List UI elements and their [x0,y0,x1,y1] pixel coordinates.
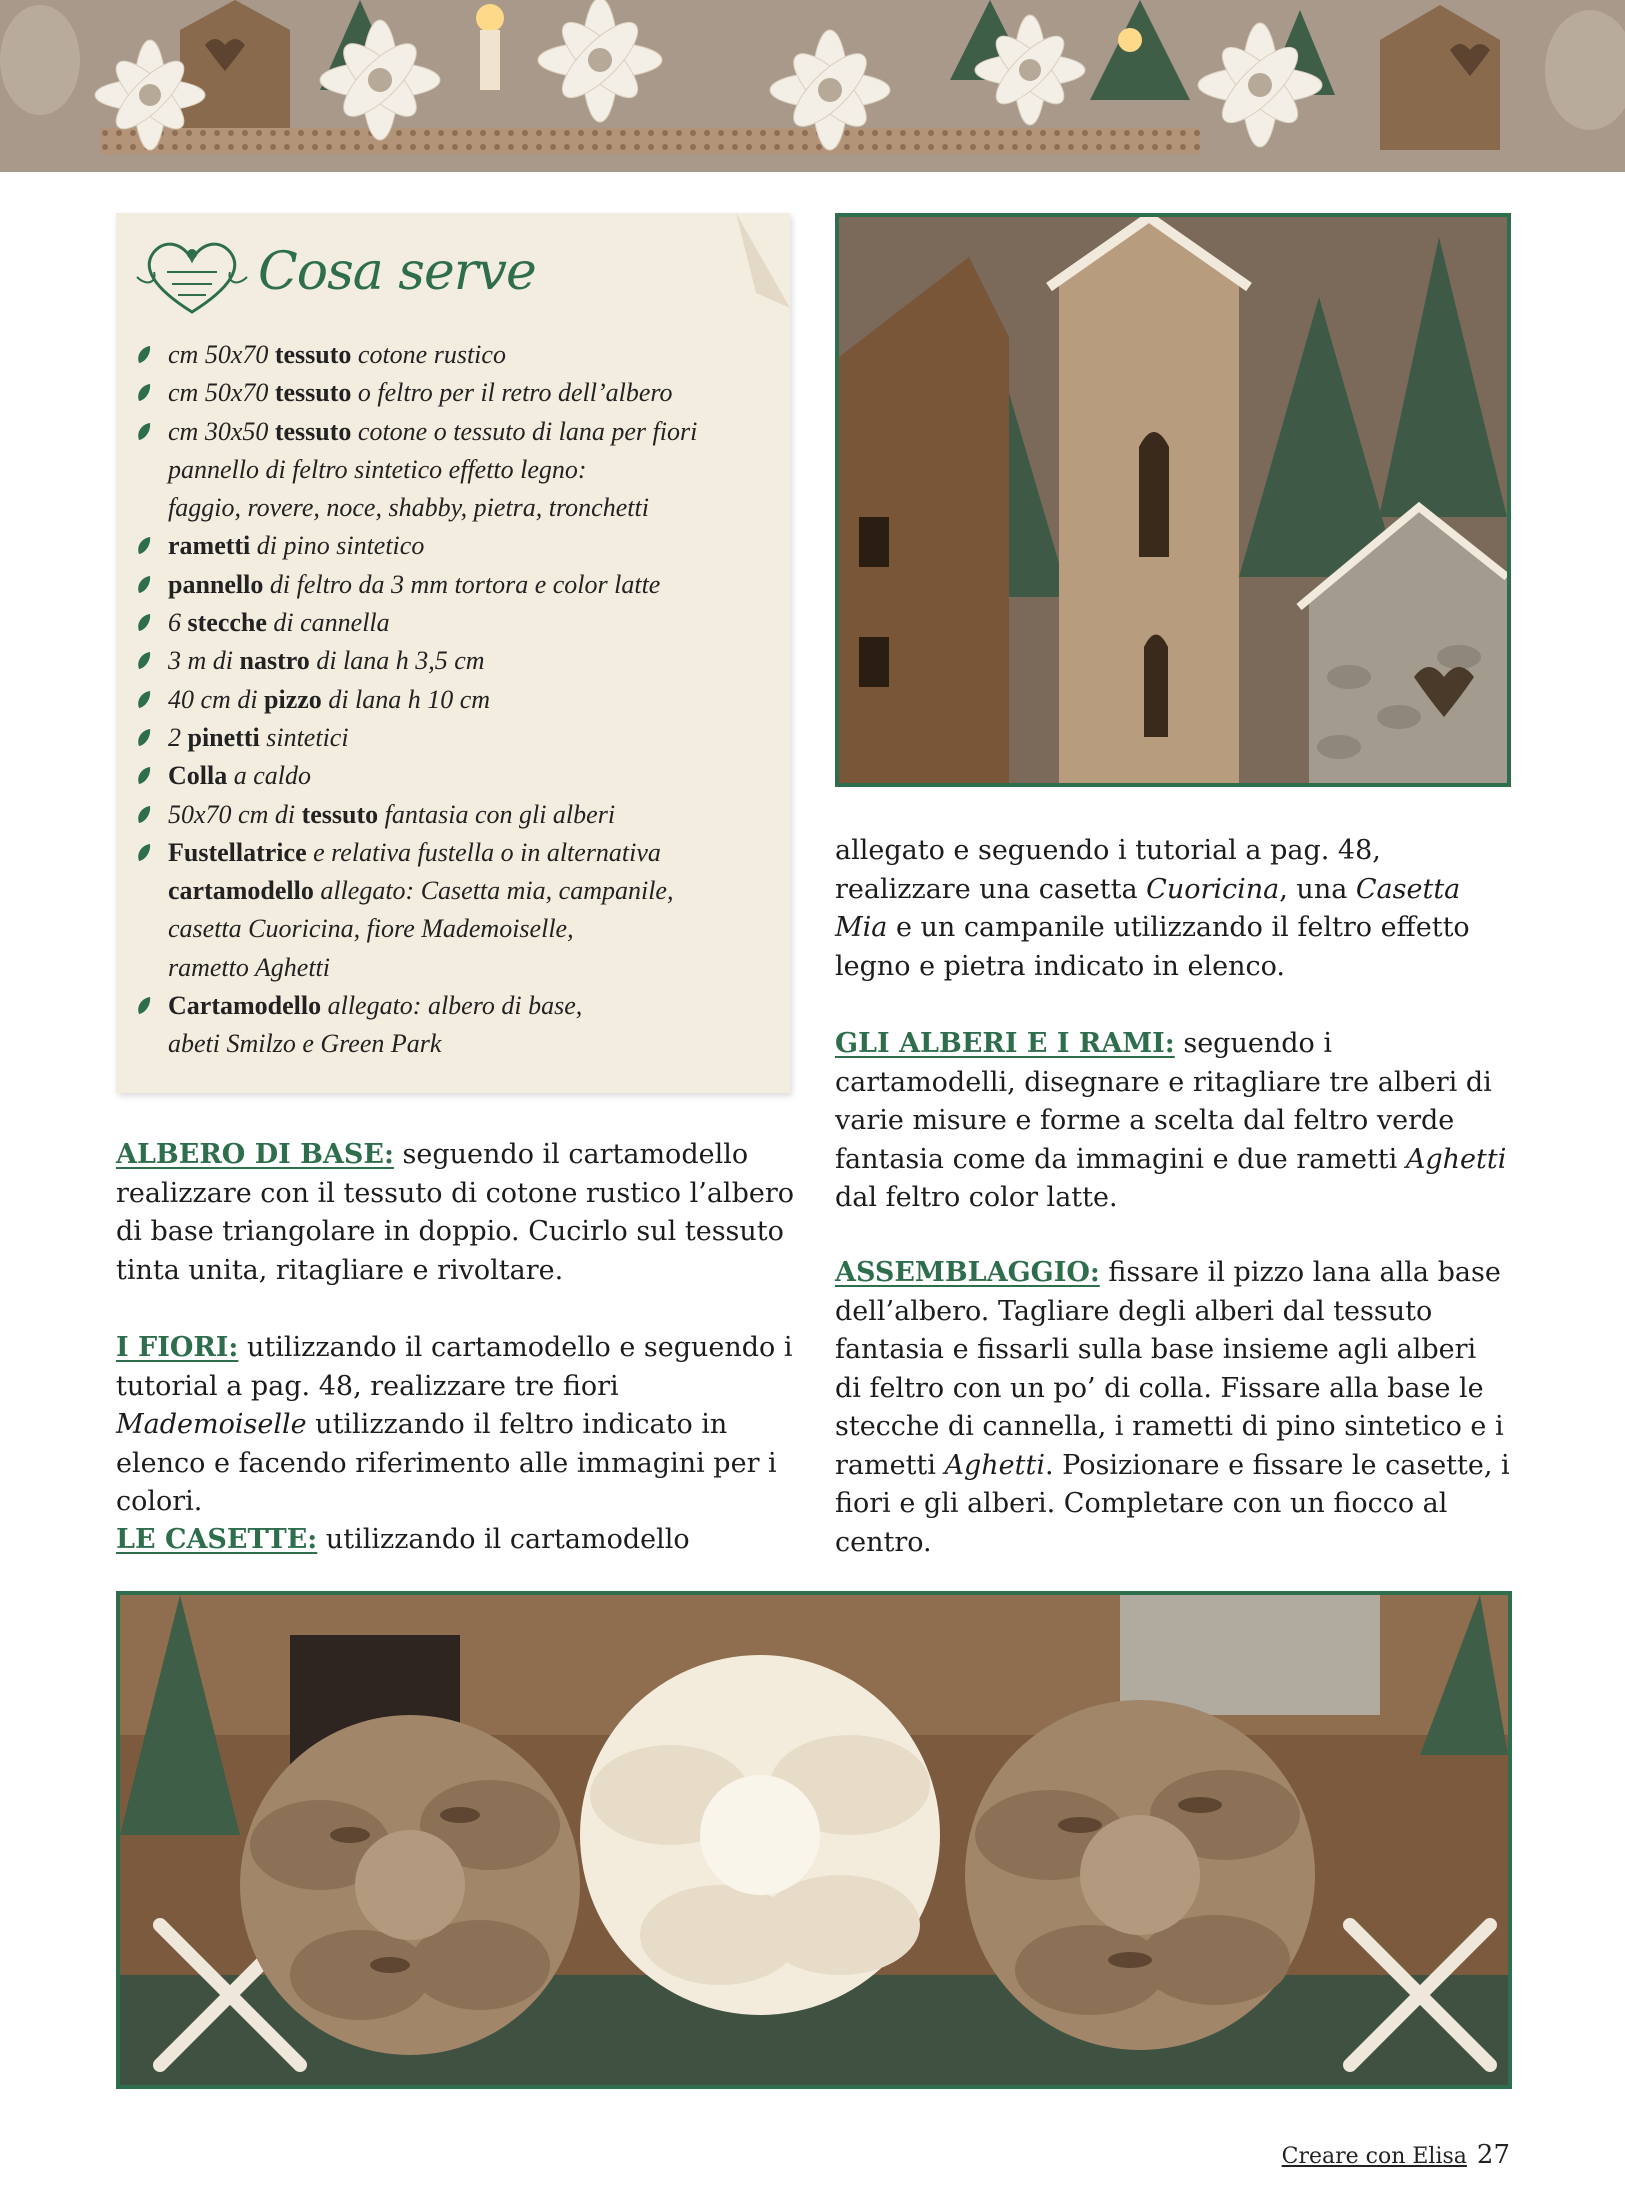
alberi-italic: Aghetti [1405,1143,1507,1175]
leaf-bullet-icon [136,383,152,403]
material-text: 3 m di [168,646,240,676]
materials-item [136,719,776,757]
materials-item [136,757,776,795]
section-gli-alberi [835,1025,1510,1218]
alberi-text-1: seguendo i cartamodelli, disegnare e ritagliare tre alberi di varie misure e forme a scelta dal feltro verde fantasia come da immagini e due rametti [835,1028,1492,1175]
material-keyword: stecche [187,608,267,638]
material-keyword: pizzo [264,684,322,714]
leaf-bullet-icon [136,996,152,1016]
heading-albero-di-base: ALBERO DI BASE: [116,1139,394,1170]
material-text: pannello di feltro sintetico effetto legno: [168,454,587,484]
materials-item [136,604,776,642]
materials-item [136,489,776,527]
photo-flowers [116,1591,1512,2089]
casette-cont-2: , una [1279,873,1356,905]
materials-item [136,1025,776,1063]
section-casette-continued [835,832,1510,986]
magazine-name: Creare con Elisa [1281,2144,1467,2169]
leaf-bullet-icon [136,422,152,442]
section-le-casette [116,1521,796,1560]
material-keyword: Fustellatrice [168,837,307,867]
material-text: allegato: albero di base, [321,991,583,1021]
alberi-text-2: dal feltro color latte. [835,1182,1118,1213]
heading-i-fiori: I FIORI: [116,1332,239,1363]
material-text: rametto Aghetti [168,952,331,982]
material-text: cotone o tessuto di lana per fiori [351,416,698,446]
material-text: cm 30x50 [168,416,275,446]
casette-it-2: Casetta Mia [835,873,1461,943]
page-number: 27 [1476,2140,1510,2170]
material-text: e relativa fustella o in alternativa [306,837,661,867]
leaf-bullet-icon [136,805,152,825]
material-keyword: Cartamodello [168,991,322,1021]
leaf-bullet-icon [136,843,152,863]
material-text: fantasia con gli alberi [378,799,616,829]
material-keyword: cartamodello [168,876,314,906]
page-footer [1200,2140,1510,2180]
materials-title-text: Cosa serve [258,242,536,302]
leaf-bullet-icon [136,575,152,595]
heading-assemblaggio: ASSEMBLAGGIO: [835,1257,1100,1288]
materials-item [136,834,776,872]
materials-item [136,910,776,948]
leaf-bullet-icon [136,651,152,671]
section-i-fiori [116,1329,796,1522]
fiori-text-2: utilizzando il feltro indicato in elenco e facendo riferimento alle immagini per i colori. [116,1409,777,1517]
assemblaggio-text-1: fissare il pizzo lana alla base dell’albero. Tagliare degli alberi dal tessuto fantasia e fissarli sulla base insieme agli alberi di feltro con un po’ di colla. Fissare alla base le stecche di cannella, i rametti di pino sintetico e i rametti [835,1257,1504,1481]
material-text: abeti Smilzo e Green Park [168,1029,442,1059]
material-keyword: tessuto [274,378,352,408]
material-text: sintetici [259,722,349,752]
material-text: di cannella [266,608,390,638]
materials-item [136,374,776,412]
albero-text: seguendo il cartamodello realizzare con il tessuto di cotone rustico l’albero di base triangolare in doppio. Cucirlo sul tessuto tinta unita, ritagliare e rivoltare. [116,1139,794,1286]
material-text: cm 50x70 [168,378,275,408]
materials-title [132,232,772,322]
material-text: 6 [168,608,188,638]
assemblaggio-text-2: . Posizionare e fissare le casette, i fiori e gli alberi. Completare con un fiocco al centro. [835,1449,1510,1558]
leaf-bullet-icon [136,345,152,365]
materials-item [136,681,776,719]
materials-item [136,566,776,604]
material-keyword: Colla [168,761,228,791]
assemblaggio-italic: Aghetti [944,1449,1046,1481]
material-text: di lana h 3,5 cm [309,646,485,676]
material-text: 40 cm di [168,684,265,714]
leaf-bullet-icon [136,728,152,748]
materials-item [136,336,776,374]
section-albero-di-base [116,1136,796,1290]
materials-item [136,796,776,834]
fiori-text-1: utilizzando il cartamodello e seguendo i tutorial a pag. 48, realizzare tre fiori [116,1332,793,1402]
material-text: faggio, rovere, noce, shabby, pietra, tronchetti [168,493,649,523]
materials-item [136,949,776,987]
heart-basket-icon [132,232,252,322]
material-keyword: nastro [239,646,310,676]
material-text: di feltro da 3 mm tortora e color latte [263,569,661,599]
casette-cont-3: e un campanile utilizzando il feltro effetto legno e pietra indicato in elenco. [835,912,1470,982]
top-banner-photo [0,0,1625,172]
leaf-bullet-icon [136,690,152,710]
heading-le-casette: LE CASETTE: [116,1524,318,1555]
materials-item [136,642,776,680]
casette-cont-1: allegato e seguendo i tutorial a pag. 48, realizzare una casetta [835,835,1381,905]
materials-item [136,987,776,1025]
material-keyword: pannello [168,569,264,599]
casette-text: utilizzando il cartamodello [317,1524,690,1555]
material-text: casetta Cuoricina, fiore Mademoiselle, [168,914,574,944]
material-text: 50x70 cm di [168,799,302,829]
fiori-italic: Mademoiselle [116,1409,307,1440]
material-text: a caldo [227,761,311,791]
materials-item [136,413,776,451]
material-text: di lana h 10 cm [321,684,491,714]
leaf-bullet-icon [136,536,152,556]
material-keyword: tessuto [274,416,352,446]
material-keyword: tessuto [301,799,379,829]
material-text: cotone rustico [351,340,506,369]
material-text: di pino sintetico [250,531,425,561]
material-text: cm 50x70 [168,340,275,369]
section-assemblaggio [835,1254,1510,1562]
material-keyword: rametti [168,531,251,561]
material-text: allegato: Casetta mia, campanile, [313,876,674,906]
material-keyword: tessuto [274,340,352,369]
material-text: 2 [168,722,188,752]
materials-item [136,872,776,910]
material-keyword: pinetti [187,722,260,752]
photo-houses [835,213,1511,787]
materials-list [136,336,776,1064]
materials-item [136,527,776,565]
heading-gli-alberi: GLI ALBERI E I RAMI: [835,1028,1175,1059]
leaf-bullet-icon [136,766,152,786]
materials-item [136,451,776,489]
leaf-bullet-icon [136,613,152,633]
material-text: o feltro per il retro dell’albero [351,378,673,408]
casette-it-1: Cuoricina [1146,873,1280,905]
